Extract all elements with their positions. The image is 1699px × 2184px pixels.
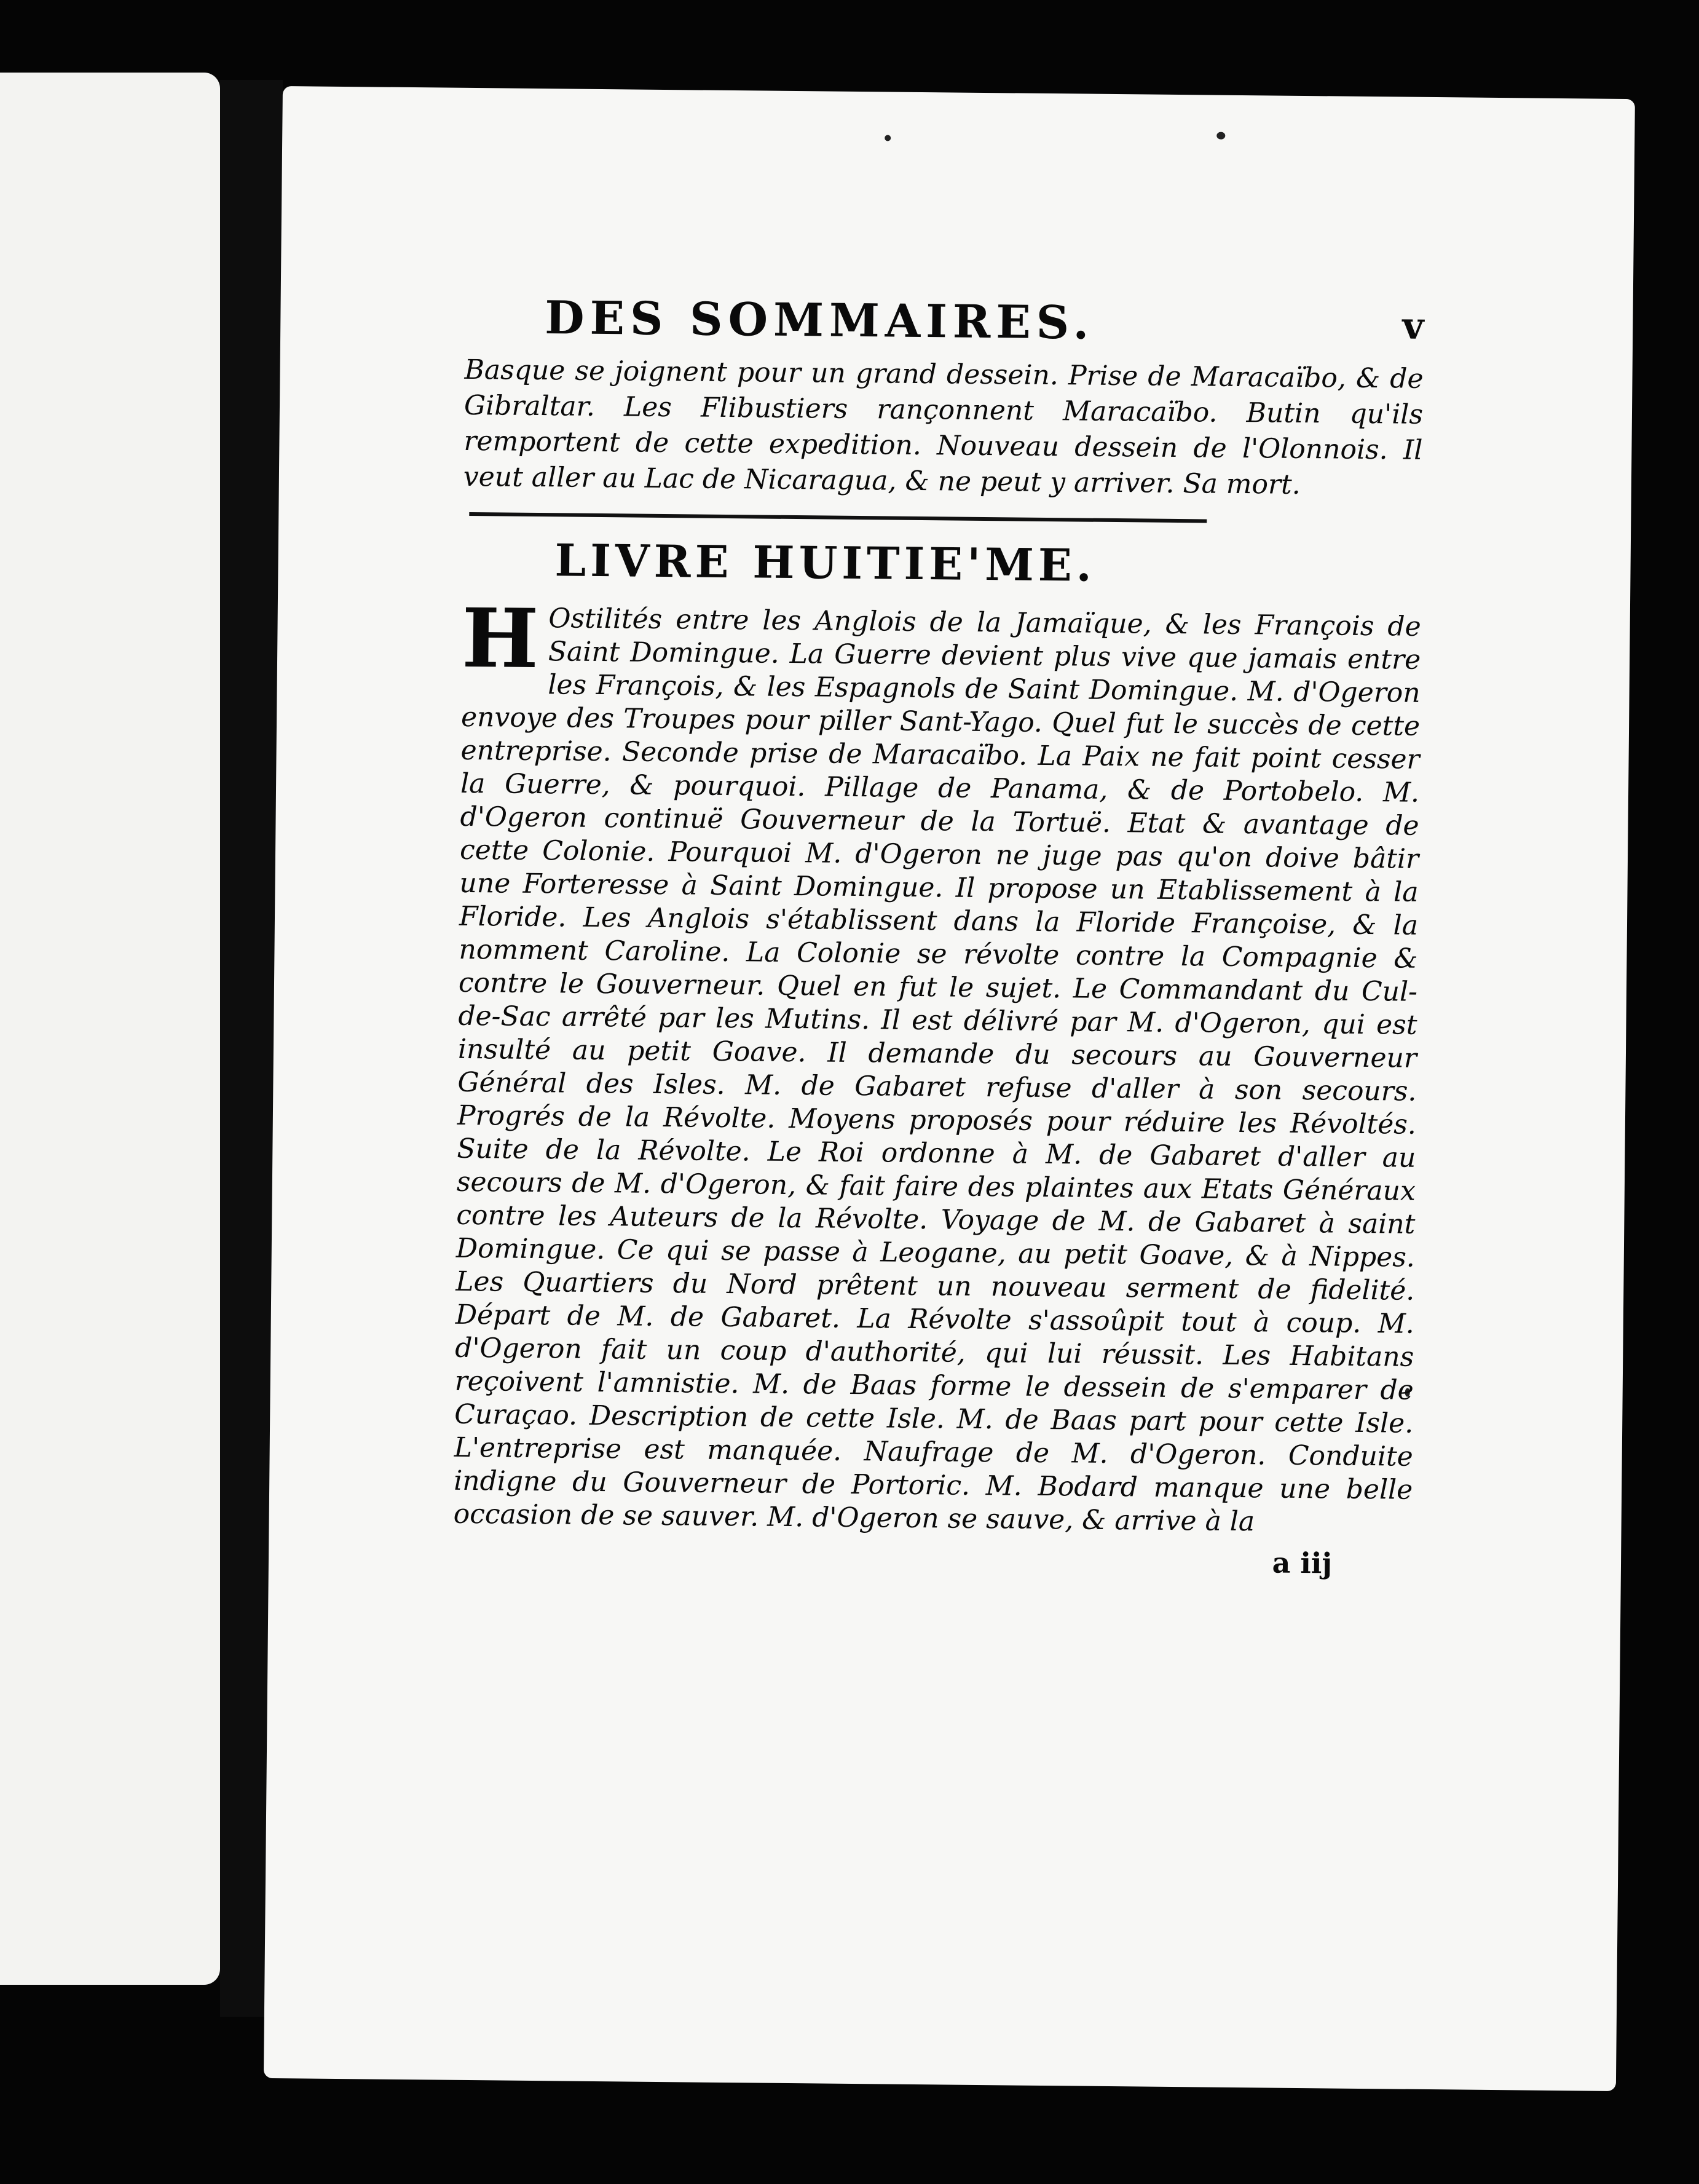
book-title: LIVRE HUITIE'ME.: [554, 534, 1097, 592]
book-page: [264, 86, 1635, 2091]
book-summary-text: Ostilités entre les Anglois de la Jamaïque, & les François de Saint Domingue. La Guerre devient plus vive que jamais entre les François, & les Espagnols de Saint Domingue. M. d'Ogeron envoye des Troupes pour piller Sant-Yago. Quel fut le succès de cette entreprise. Seconde prise de Maracaïbo. La Paix ne fait point cesser la Guerre, & pourquoi. Pillage de Panama, & de Portobelo. M. d'Ogeron continuë Gouverneur de la Tortuë. Etat & avantage de cette Colonie. Pourquoi M. d'Ogeron ne juge pas qu'on doive bâtir une Forteresse à Saint Domingue. Il propose un Etablissement à la Floride. Les Anglois s'établissent dans la Floride Françoise, & la nomment Caroline. La Colonie se révolte contre la Compagnie & contre le Gouverneur. Quel en fut le sujet. Le Commandant du Cul-de-Sac arrêté par les Mutins. Il est délivré par M. d'Ogeron, qui est insulté au petit Goave. Il demande du secours au Gouverneur Général des Isles. M. de Gabaret refuse d'aller à son secours. Progrés de la Révolte. Moyens proposés pour réduire les Révoltés. Suite de la Révolte. Le Roi ordonne à M. de Gabaret d'aller au secours de M. d'Ogeron, & fait faire des plaintes aux Etats Généraux contre les Auteurs de la Révolte. Voyage de M. de Gabaret à saint Domingue. Ce qui se passe à Leogane, au petit Goave, & à Nippes. Les Quartiers du Nord prêtent un nouveau serment de fidelité. Départ de M. de Gabaret. La Révolte s'assoûpit tout à coup. M. d'Ogeron fait un coup d'authorité, qui lui réussit. Les Habitans reçoivent l'amnistie. M. de Baas forme le dessein de s'emparer de Curaçao. Description de cette Isle. M. de Baas part pour cette Isle. L'entreprise est manquée. Naufrage de M. d'Ogeron. Conduite indigne du Gouverneur de Portoric. M. Bodard manque une belle occasion de se sauver. M. d'Ogeron se sauve, & arrive à la: [453, 603, 1421, 1538]
section-rule: [469, 512, 1207, 523]
previous-book-summary: Basque se joignent pour un grand dessein. Prise de Maracaïbo, & de Gibraltar. Les Flibustiers rançonnent Maracaïbo. Butin qu'ils remportent de cette expedition. Nouveau dessein de l'Olonnois. Il veut aller au Lac de Nicaragua, & ne peut y arriver. Sa mort.: [463, 354, 1424, 501]
running-head-title: DES SOMMAIRES.: [544, 291, 1095, 350]
print-speck: [1216, 132, 1225, 140]
book-summary: [453, 590, 1421, 1540]
page-folio: v: [1402, 304, 1424, 348]
page-text-block: [453, 291, 1424, 1581]
drop-cap: H: [461, 590, 539, 687]
running-head: [465, 291, 1424, 362]
signature-mark: a iij: [1272, 1546, 1333, 1580]
left-page-edge: [0, 73, 220, 1985]
print-speck: [885, 135, 891, 141]
